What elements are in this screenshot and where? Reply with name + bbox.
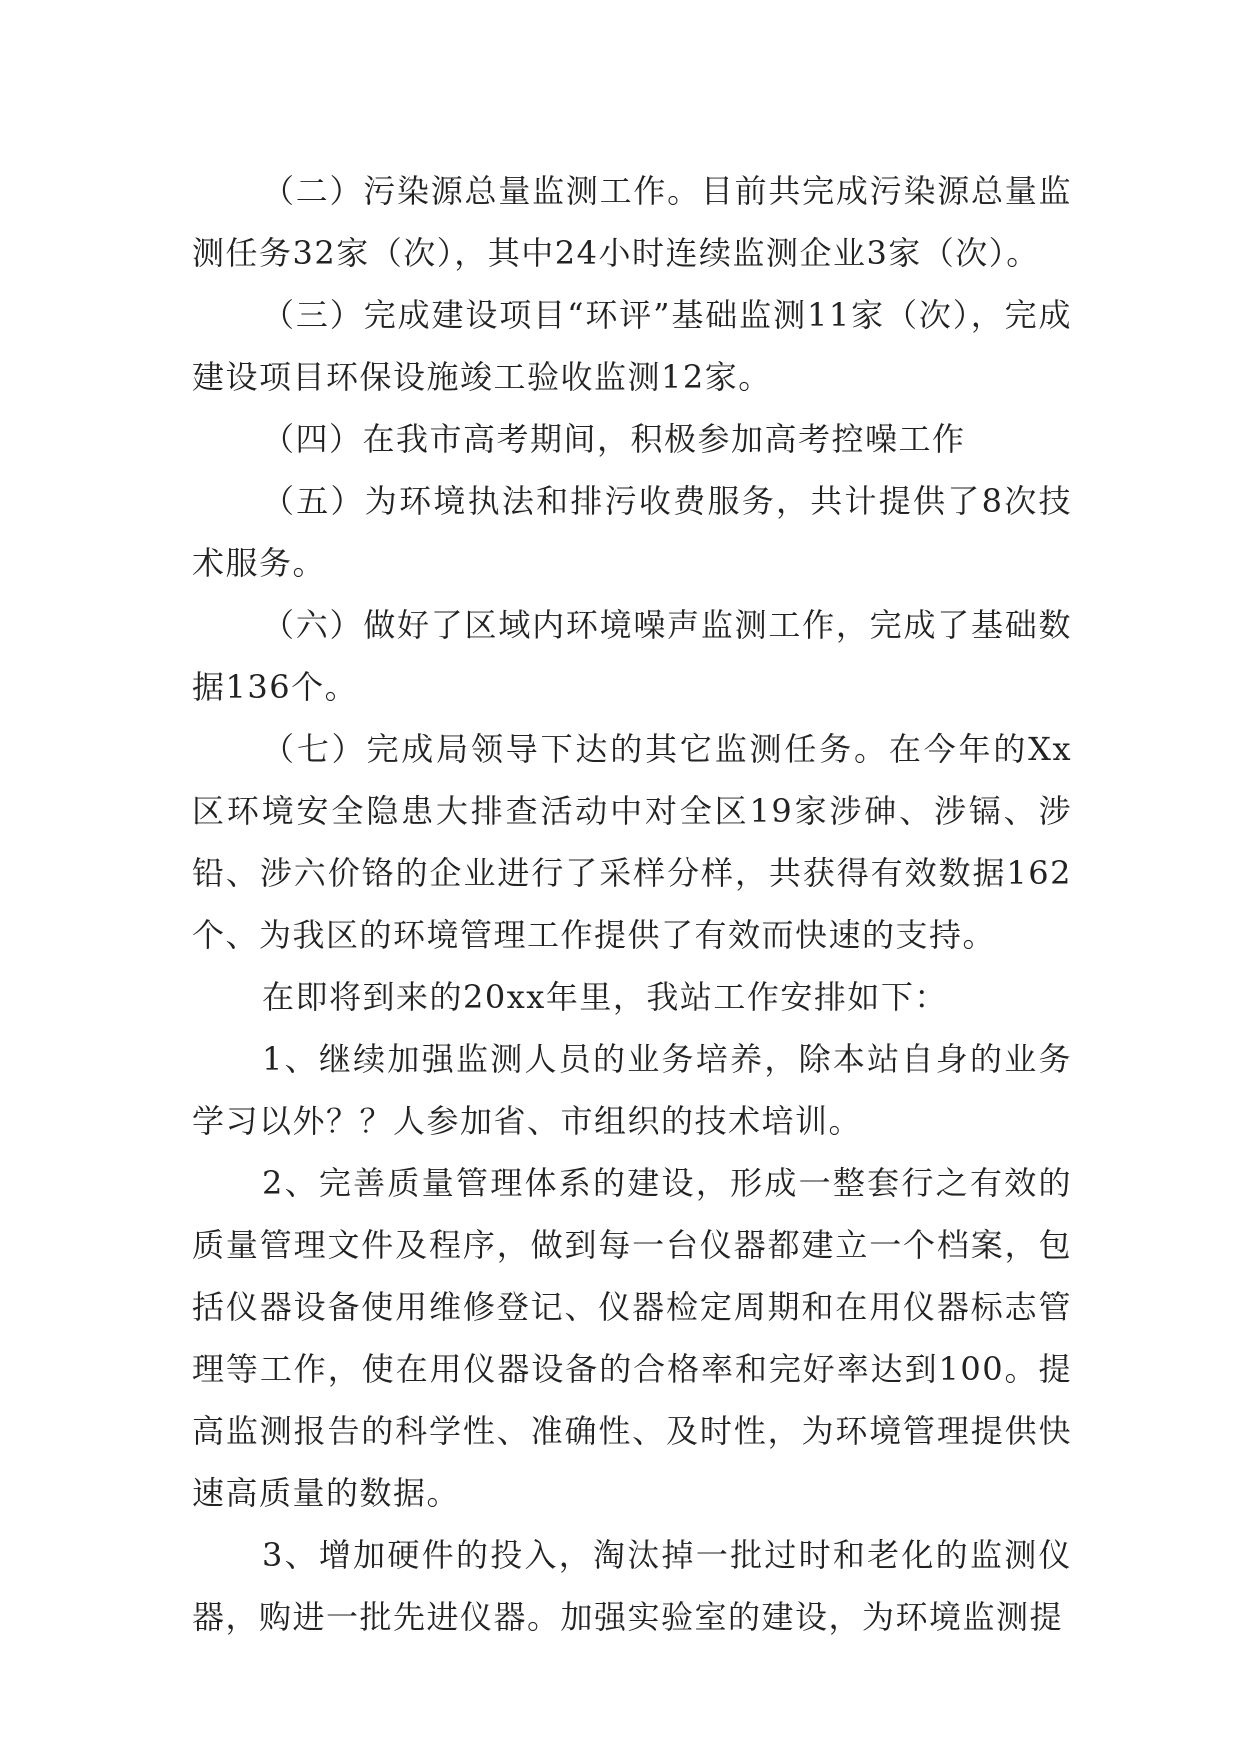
paragraph-exam-noise-control: （四）在我市高考期间，积极参加高考控噪工作 [262,420,966,458]
paragraph-pollution-source-monitoring: （二）污染源总量监测工作。目前共完成污染源总量监测任务32家（次），其中24小时连续监测企业3家（次）。 [192,172,1072,272]
paragraph-plan-item-2: 2、完善质量管理体系的建设，形成一整套行之有效的质量管理文件及程序，做到每一台仪器都建立一个档案，包括仪器设备使用维修登记、仪器检定周期和在用仪器标志管理等工作，使在用仪器设备的合格率和完好率达到100。提高监测报告的科学性、准确性、及时性，为环境管理提供快速高质量的数据。 [192,1164,1072,1512]
paragraph-plan-item-3: 3、增加硬件的投入，淘汰掉一批过时和老化的监测仪器，购进一批先进仪器。加强实验室的建设，为环境监测提 [192,1536,1072,1636]
paragraph-other-tasks: （七）完成局领导下达的其它监测任务。在今年的Xx区环境安全隐患大排查活动中对全区19家涉砷、涉镉、涉铅、涉六价铬的企业进行了采样分样，共获得有效数据162个、为我区的环境管理工作提供了有效而快速的支持。 [192,730,1072,954]
paragraph-enforcement-service: （五）为环境执法和排污收费服务，共计提供了8次技术服务。 [192,482,1072,582]
paragraph-eia-monitoring: （三）完成建设项目“环评”基础监测11家（次），完成建设项目环保设施竣工验收监测12家。 [192,296,1072,396]
paragraph-plan-item-1: 1、继续加强监测人员的业务培养，除本站自身的业务学习以外？？人参加省、市组织的技术培训。 [192,1040,1072,1140]
paragraph-work-plan-intro: 在即将到来的20xx年里，我站工作安排如下： [262,978,948,1016]
document-body [192,160,1072,1648]
paragraph-noise-monitoring: （六）做好了区域内环境噪声监测工作，完成了基础数据136个。 [192,606,1072,706]
